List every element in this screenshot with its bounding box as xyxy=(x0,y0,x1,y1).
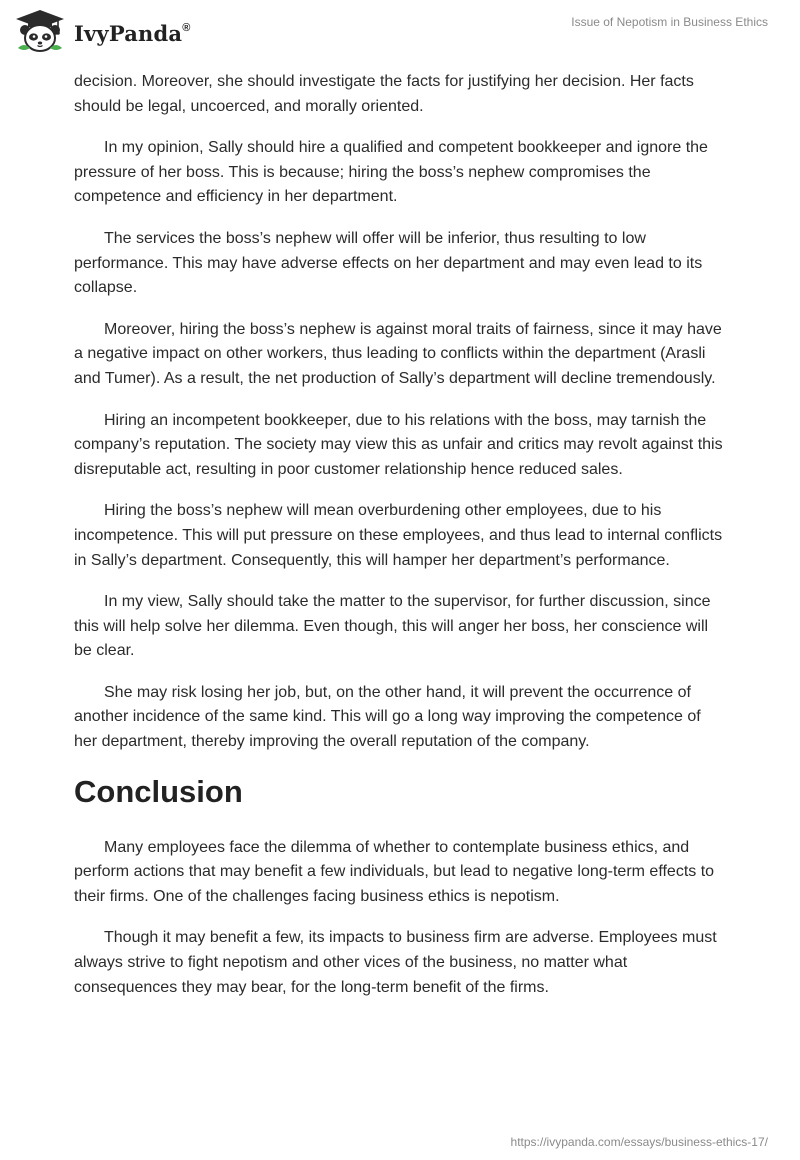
paragraph: Hiring an incompetent bookkeeper, due to his relations with the boss, may tarnish the company’s reputation. The society may view this as unfair and critics may revolt against this disreputable act, resulting in poor customer relationship hence reduced sales. xyxy=(74,411,723,478)
paragraph: decision. Moreover, she should investigate the facts for justifying her decision. Her facts should be legal, uncoerced, and morally oriented. xyxy=(74,73,694,115)
paragraph: She may risk losing her job, but, on the other hand, it will prevent the occurrence of another incidence of the same kind. This will go a long way improving the competence of her department, thereby improving the overall reputation of the company. xyxy=(74,683,701,751)
essay-body xyxy=(74,70,724,1017)
section-heading-conclusion: Conclusion xyxy=(74,773,243,809)
logo-wordmark: IvyPanda® xyxy=(74,20,191,46)
paragraph: Though it may benefit a few, its impacts to business firm are adverse. Employees must always strive to fight nepotism and other vices of the business, no matter what consequences they may bear, for the long-term benefit of the firms. xyxy=(74,929,717,996)
paragraph: Hiring the boss’s nephew will mean overburdening other employees, due to his incompetence. This will put pressure on these employees, and thus lead to internal conflicts in Sally’s department. Consequently, this will hamper her department’s performance. xyxy=(74,502,723,569)
paragraph: Moreover, hiring the boss’s nephew is against moral traits of fairness, since it may have a negative impact on other workers, thus leading to conflicts within the department (Arasli and Tumer). As a result, the net production of Sally’s department will decline tremendously. xyxy=(74,320,722,387)
paragraph: In my view, Sally should take the matter to the supervisor, for further discussion, since this will help solve her dilemma. Even though, this will anger her boss, her conscience will be clear. xyxy=(74,593,711,660)
ivypanda-logo[interactable] xyxy=(14,8,191,54)
paragraph: The services the boss’s nephew will offer will be inferior, thus resulting to low performance. This may have adverse effects on her department and may even lead to its collapse. xyxy=(74,229,703,297)
source-url[interactable]: https://ivypanda.com/essays/business-ethics-17/ xyxy=(510,1135,768,1149)
panda-graduate-icon xyxy=(14,8,66,54)
page-header xyxy=(0,0,800,70)
paragraph: In my opinion, Sally should hire a qualified and competent bookkeeper and ignore the pressure of her boss. This is because; hiring the boss’s nephew compromises the competence and efficiency in her department. xyxy=(74,139,708,206)
paragraph: Many employees face the dilemma of whether to contemplate business ethics, and perform actions that may benefit a few individuals, but lead to negative long-term effects to their firms. One of the challenges facing business ethics is nepotism. xyxy=(74,838,715,905)
document-title: Issue of Nepotism in Business Ethics xyxy=(571,15,768,29)
